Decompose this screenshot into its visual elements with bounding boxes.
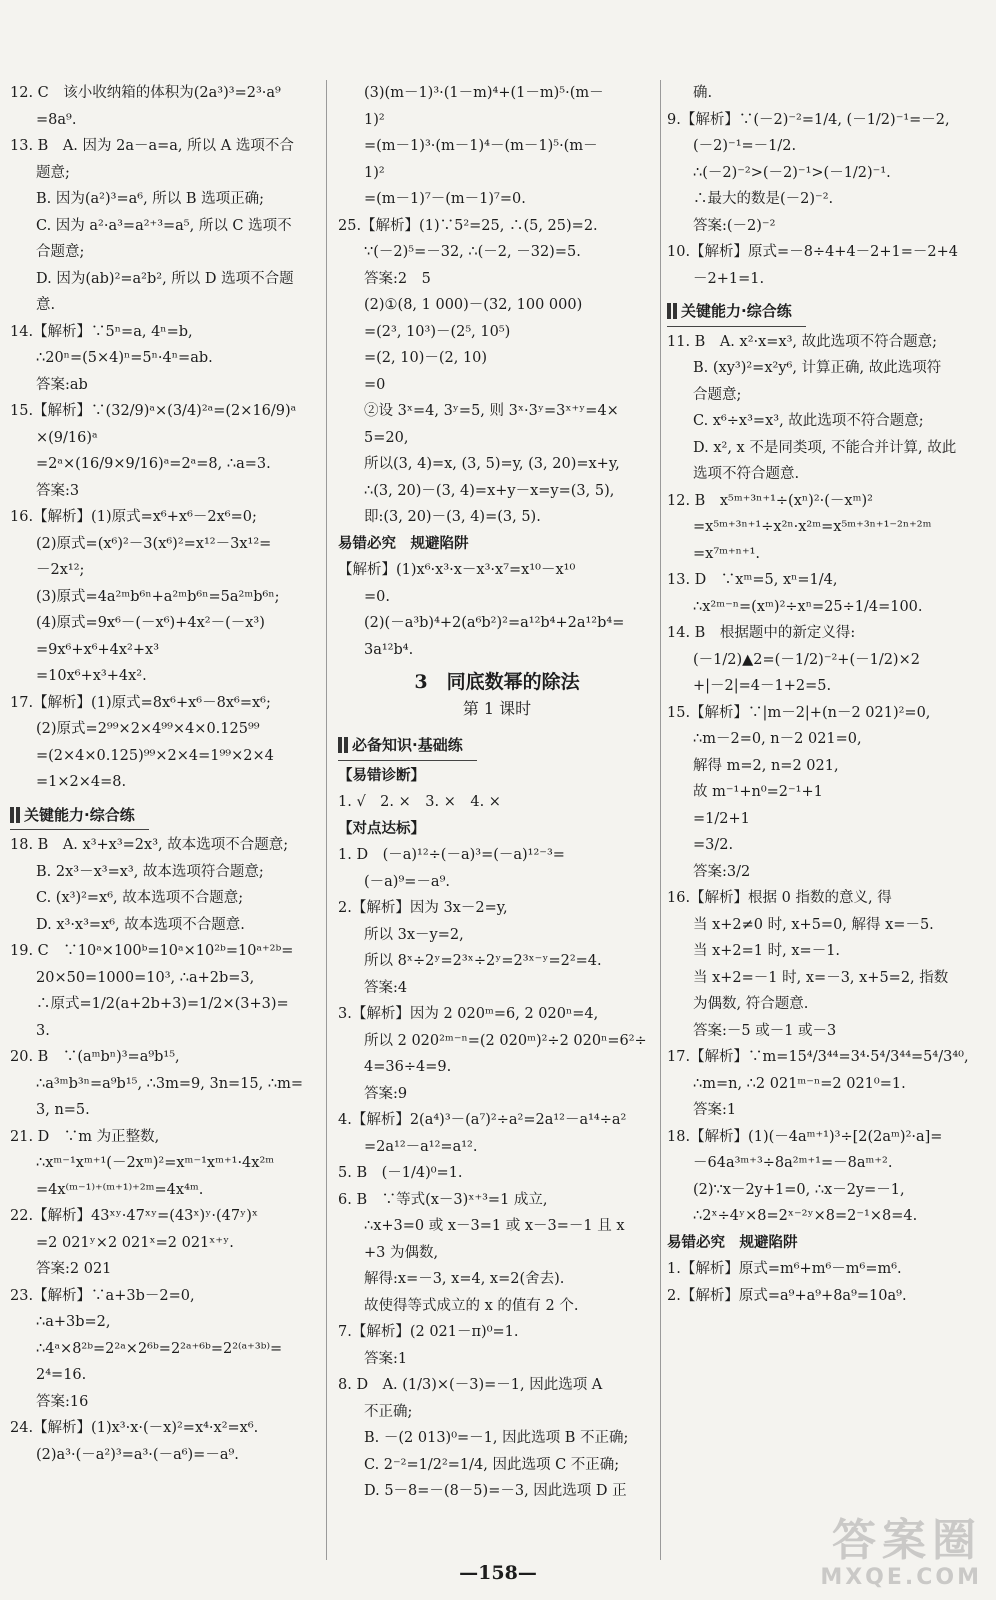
page-number: —158— <box>459 1562 537 1584</box>
subsection-label: 【对点达标】 <box>338 819 425 837</box>
answer-line: 答案:9 <box>364 1085 408 1102</box>
answer-line: ∴x²ᵐ⁻ⁿ=(xᵐ)²÷xⁿ=25÷1/4=100. <box>693 598 923 615</box>
answer-line: 题意; <box>36 164 70 181</box>
answer-line: =8a⁹. <box>36 111 77 128</box>
answer-line: 答案:2 021 <box>36 1261 112 1277</box>
subsection-label: 易错必究 规避陷阱 <box>338 534 469 552</box>
answer-line: 答案:1 <box>364 1350 408 1367</box>
answer-line: 不正确; <box>364 1403 413 1420</box>
column-middle <box>338 80 656 1570</box>
answer-line: 确. <box>693 85 713 101</box>
section-heading-wrap <box>10 796 322 833</box>
answer-line: 17.【解析】(1)原式=8x⁶+x⁶－8x⁶=x⁶; <box>10 694 271 711</box>
subsection-label: 【易错诊断】 <box>338 766 425 784</box>
column-divider <box>326 80 327 1560</box>
answer-line: B. 因为(a²)³=a⁶, 所以 B 选项正确; <box>36 191 265 207</box>
answer-line: 23.【解析】∵a+3b－2=0, <box>10 1287 195 1304</box>
answer-line: 当 x+2=1 时, x=－1. <box>693 943 841 959</box>
answer-line: =2ᵃ×(16/9×9/16)ᵃ=2ᵃ=8, ∴a=3. <box>36 456 271 472</box>
column-left <box>10 80 322 1570</box>
answer-line: (3)原式=4a²ᵐb⁶ⁿ+a²ᵐb⁶ⁿ=5a²ᵐb⁶ⁿ; <box>36 588 280 605</box>
answer-line: C. 2⁻²=1/2²=1/4, 因此选项 C 不正确; <box>364 1456 620 1473</box>
section-heading-wrap <box>667 292 989 329</box>
answer-line: =x⁵ᵐ⁺³ⁿ⁺¹÷x²ⁿ·x²ᵐ=x⁵ᵐ⁺³ⁿ⁺¹⁻²ⁿ⁺²ᵐ <box>693 519 932 535</box>
answer-line: =0. <box>364 588 390 605</box>
answer-line: 解得:x=－3, x=4, x=2(舍去). <box>364 1271 565 1287</box>
answer-line: =2 021ʸ×2 021ˣ=2 021ˣ⁺ʸ. <box>36 1234 234 1251</box>
answer-line: 1. √ 2. × 3. × 4. × <box>338 794 501 810</box>
watermark-url: MXQE.COM <box>820 1565 982 1590</box>
answer-line: 3. <box>36 1022 50 1039</box>
answer-line: 4=36÷4=9. <box>364 1059 452 1075</box>
answer-line: 6. B ∵等式(x－3)ˣ⁺³=1 成立, <box>338 1191 548 1208</box>
answer-line: 2.【解析】因为 3x－2=y, <box>338 900 508 916</box>
answer-line: C. 因为 a²·a³=a²⁺³=a⁵, 所以 C 选项不 <box>36 217 292 234</box>
answer-line: D. x², x 不是同类项, 不能合并计算, 故此 <box>693 439 957 456</box>
answer-line: 1.【解析】原式=m⁶+m⁶－m⁶=m⁶. <box>667 1261 902 1277</box>
answer-line: 答案:(－2)⁻² <box>693 217 776 234</box>
answer-line: 故使得等式成立的 x 的值有 2 个. <box>364 1297 579 1314</box>
answer-line: 【解析】(1)x⁶·x³·x－x³·x⁷=x¹⁰－x¹⁰ <box>338 562 576 578</box>
answer-line: =x⁷ᵐ⁺ⁿ⁺¹. <box>693 545 761 562</box>
answer-line: =9x⁶+x⁶+4x²+x³ <box>36 641 160 658</box>
answer-line: 所以(3, 4)=x, (3, 5)=y, (3, 20)=x+y, <box>364 456 620 472</box>
answer-line: －2x¹²; <box>36 562 85 578</box>
answer-line: 所以 2 020²ᵐ⁻ⁿ=(2 020ᵐ)²÷2 020ⁿ=6²÷ <box>364 1032 647 1049</box>
answer-line: 19. C ∵10ᵃ×100ᵇ=10ᵃ×10²ᵇ=10ᵃ⁺²ᵇ= <box>10 943 294 959</box>
answer-line: ∴m－2=0, n－2 021=0, <box>693 731 862 747</box>
answer-line: (4)原式=9x⁶－(－x⁶)+4x²－(－x³) <box>36 615 265 631</box>
answer-line: =(2³, 10³)－(2⁵, 10⁵) <box>364 323 511 340</box>
answer-line: =(m－1)⁷－(m－1)⁷=0. <box>364 191 526 207</box>
answer-line: D. 5－8=－(8－5)=－3, 因此选项 D 正 <box>364 1483 627 1499</box>
answer-line: (2)a³·(－a²)³=a³·(－a⁶)=－a⁹. <box>36 1446 239 1463</box>
subsection-label: 易错必究 规避陷阱 <box>667 1233 798 1251</box>
answer-line: 7.【解析】(2 021－π)⁰=1. <box>338 1324 519 1340</box>
answer-line: =3/2. <box>693 837 734 853</box>
watermark-logo-text: 答案圈 <box>832 1515 982 1566</box>
answer-line: ∴最大的数是(－2)⁻². <box>693 191 834 207</box>
answer-line: D. x³·x³=x⁶, 故本选项不合题意. <box>36 916 245 933</box>
answer-line: ∴20ⁿ=(5×4)ⁿ=5ⁿ·4ⁿ=ab. <box>36 350 213 366</box>
answer-line: C. x⁶÷x³=x³, 故此选项不符合题意; <box>693 413 924 429</box>
chapter-title: 3 同底数幂的除法 <box>414 671 580 693</box>
answer-line: 解得 m=2, n=2 021, <box>693 757 839 774</box>
answer-line: ∴x+3=0 或 x－3=1 或 x－3=－1 且 x <box>364 1218 625 1234</box>
section-heading-wrap <box>338 726 656 763</box>
answer-line: 为偶数, 符合题意. <box>693 996 809 1012</box>
answer-line: ∴(3, 20)－(3, 4)=x+y－x=y=(3, 5), <box>364 482 615 499</box>
answer-line: 11. B A. x²·x=x³, 故此选项不符合题意; <box>667 333 938 350</box>
answer-line: 16.【解析】(1)原式=x⁶+x⁶－2x⁶=0; <box>10 509 257 525</box>
answer-line: 5=20, <box>364 429 409 446</box>
answer-line: =(2×4×0.125)⁹⁹×2×4=1⁹⁹×2×4 <box>36 747 274 764</box>
section-heading: 关键能力·综合练 <box>667 298 806 325</box>
answer-line: +3 为偶数, <box>364 1244 439 1261</box>
answer-line: (－2)⁻¹=－1/2. <box>693 138 797 154</box>
answer-line: =4x⁽ᵐ⁻¹⁾⁺⁽ᵐ⁺¹⁾⁺²ᵐ=4x⁴ᵐ. <box>36 1181 204 1198</box>
answer-line: +|－2|=4－1+2=5. <box>693 678 832 694</box>
answer-line: 故 m⁻¹+n⁰=2⁻¹+1 <box>693 784 823 800</box>
answer-line: ∵(－2)⁵=－32, ∴(－2, －32)=5. <box>364 244 581 260</box>
answer-line: 答案:3/2 <box>693 863 751 880</box>
answer-line: 即:(3, 20)－(3, 4)=(3, 5). <box>364 509 541 525</box>
answer-line: =1/2+1 <box>693 810 750 827</box>
answer-line: (－1/2)▲2=(－1/2)⁻²+(－1/2)×2 <box>693 651 920 668</box>
answer-line: 合题意; <box>693 386 742 403</box>
answer-line: 当 x+2=－1 时, x=－3, x+5=2, 指数 <box>693 969 949 986</box>
answer-line: 18.【解析】(1)(－4aᵐ⁺¹)³÷[2(2aᵐ)²·a]= <box>667 1128 943 1145</box>
answer-line: 21. D ∵m 为正整数, <box>10 1128 160 1145</box>
answer-line: 3.【解析】因为 2 020ᵐ=6, 2 020ⁿ=4, <box>338 1006 599 1022</box>
answer-line: 9.【解析】∵(－2)⁻²=1/4, (－1/2)⁻¹=－2, <box>667 111 950 128</box>
answer-line: 10.【解析】原式=－8÷4+4－2+1=－2+4 <box>667 244 959 260</box>
answer-line: 当 x+2≠0 时, x+5=0, 解得 x=－5. <box>693 916 934 933</box>
answer-line: (－a)⁹=－a⁹. <box>364 873 450 890</box>
answer-line: ∴a³ᵐb³ⁿ=a⁹b¹⁵, ∴3m=9, 3n=15, ∴m= <box>36 1075 303 1092</box>
answer-line: 13. B A. 因为 2a－a=a, 所以 A 选项不合 <box>10 138 294 154</box>
answer-line: 答案:1 <box>693 1102 737 1118</box>
answer-line: ×(9/16)ᵃ <box>36 429 98 446</box>
answer-line: D. 因为(ab)²=a²b², 所以 D 选项不合题 <box>36 270 294 287</box>
answer-line: 答案:ab <box>36 376 88 393</box>
answer-line: =(m－1)³·(m－1)⁴－(m－1)⁵·(m－ <box>364 138 598 154</box>
column-divider <box>660 80 661 1560</box>
watermark <box>820 1517 982 1590</box>
answer-line: B. －(2 013)⁰=－1, 因此选项 B 不正确; <box>364 1430 629 1446</box>
answer-line: (2)原式=2⁹⁹×2×4⁹⁹×4×0.125⁹⁹ <box>36 721 260 737</box>
answer-line: B. 2x³－x³=x³, 故本选项符合题意; <box>36 863 264 880</box>
answer-line: 20. B ∵(aᵐbⁿ)³=a⁹b¹⁵, <box>10 1049 180 1065</box>
answer-line: 18. B A. x³+x³=2x³, 故本选项不合题意; <box>10 837 289 853</box>
answer-line: 答案:－5 或－1 或－3 <box>693 1022 837 1039</box>
answer-line: 答案:4 <box>364 979 408 996</box>
answer-line: 14. B 根据题中的新定义得: <box>667 625 856 641</box>
answer-line: 16.【解析】根据 0 指数的意义, 得 <box>667 890 892 906</box>
answer-line: 答案:3 <box>36 482 80 499</box>
answer-line: 12. C 该小收纳箱的体积为(2a³)³=2³·a⁹ <box>10 85 281 101</box>
answer-line: 3a¹²b⁴. <box>364 641 414 658</box>
answer-line: 2.【解析】原式=a⁹+a⁹+8a⁹=10a⁹. <box>667 1287 907 1304</box>
answer-line: =2a¹²－a¹²=a¹². <box>364 1138 478 1155</box>
answer-line: (2)(－a³b)⁴+2(a⁶b²)²=a¹²b⁴+2a¹²b⁴= <box>364 615 625 631</box>
answer-line: (3)(m－1)³·(1－m)⁴+(1－m)⁵·(m－ <box>364 85 604 101</box>
answer-line: 合题意; <box>36 244 85 260</box>
answer-line: 25.【解析】(1)∵5²=25, ∴(5, 25)=2. <box>338 217 598 234</box>
answer-line: 所以 8ˣ÷2ʸ=2³ˣ÷2ʸ=2³ˣ⁻ʸ=2²=4. <box>364 953 602 969</box>
answer-line: ∴原式=1/2(a+2b+3)=1/2×(3+3)= <box>36 996 289 1012</box>
answer-line: 12. B x⁵ᵐ⁺³ⁿ⁺¹÷(xⁿ)²·(－xᵐ)² <box>667 492 873 509</box>
answer-line: 4.【解析】2(a⁴)³－(a⁷)²÷a²=2a¹²－a¹⁴÷a² <box>338 1112 627 1128</box>
answer-line: 5. B (－1/4)⁰=1. <box>338 1165 463 1181</box>
answer-line: ∴2ˣ÷4ʸ×8=2ˣ⁻²ʸ×8=2⁻¹×8=4. <box>693 1208 918 1224</box>
answer-line: 1)² <box>364 111 385 128</box>
answer-line: ∴(－2)⁻²>(－2)⁻¹>(－1/2)⁻¹. <box>693 164 891 181</box>
answer-line: 8. D A. (1/3)×(－3)=－1, 因此选项 A <box>338 1377 603 1393</box>
answer-line: ∴m=n, ∴2 021ᵐ⁻ⁿ=2 021⁰=1. <box>693 1075 906 1092</box>
column-right <box>667 80 989 1570</box>
answer-line: ②设 3ˣ=4, 3ʸ=5, 则 3ˣ·3ʸ=3ˣ⁺ʸ=4× <box>364 403 619 419</box>
answer-line: 20×50=1000=10³, ∴a+2b=3, <box>36 969 255 986</box>
answer-line: =(2, 10)－(2, 10) <box>364 350 488 366</box>
answer-line: =10x⁶+x³+4x². <box>36 668 147 684</box>
answer-line: (2)原式=(x⁶)²－3(x⁶)²=x¹²－3x¹²= <box>36 535 272 552</box>
answer-line: 24.【解析】(1)x³·x·(－x)²=x⁴·x²=x⁶. <box>10 1420 259 1436</box>
answer-line: ∴a+3b=2, <box>36 1314 111 1330</box>
answer-line: 13. D ∵xᵐ=5, xⁿ=1/4, <box>667 572 838 588</box>
answer-line: C. (x³)²=x⁶, 故本选项不合题意; <box>36 890 244 906</box>
answer-line: 15.【解析】∵(32/9)ᵃ×(3/4)²ᵃ=(2×16/9)ᵃ <box>10 403 297 419</box>
answer-line: 22.【解析】43ˣʸ·47ˣʸ=(43ˣ)ʸ·(47ʸ)ˣ <box>10 1208 258 1224</box>
answer-line: －64a³ᵐ⁺³÷8a²ᵐ⁺¹=－8aᵐ⁺². <box>693 1155 893 1171</box>
answer-line: 选项不符合题意. <box>693 466 800 482</box>
answer-line: 答案:2 5 <box>364 270 431 287</box>
answer-line: －2+1=1. <box>693 270 765 287</box>
answer-line: 所以 3x－y=2, <box>364 926 464 943</box>
section-heading: 必备知识·基础练 <box>338 732 477 759</box>
answer-line: 17.【解析】∵m=15⁴/3⁴⁴=3⁴·5⁴/3⁴⁴=5⁴/3⁴⁰, <box>667 1049 969 1065</box>
answer-line: 1)² <box>364 164 385 181</box>
answer-line: 3, n=5. <box>36 1102 90 1118</box>
answer-line: 15.【解析】∵|m－2|+(n－2 021)²=0, <box>667 704 931 721</box>
answer-line: (2)∵x－2y+1=0, ∴x－2y=－1, <box>693 1181 905 1198</box>
section-heading: 关键能力·综合练 <box>10 802 149 829</box>
answer-line: 意. <box>36 297 56 313</box>
answer-line: =0 <box>364 376 386 393</box>
answer-line: 14.【解析】∵5ⁿ=a, 4ⁿ=b, <box>10 323 193 340</box>
answer-line: (2)①(8, 1 000)－(32, 100 000) <box>364 297 583 313</box>
answer-line: ∴4ᵃ×8²ᵇ=2²ᵃ×2⁶ᵇ=2²ᵃ⁺⁶ᵇ=2²⁽ᵃ⁺³ᵇ⁾= <box>36 1340 283 1357</box>
answer-line: 答案:16 <box>36 1393 89 1410</box>
answer-line: B. (xy³)²=x²y⁶, 计算正确, 故此选项符 <box>693 360 942 376</box>
lesson-subtitle: 第 1 课时 <box>462 698 532 718</box>
answer-line: =1×2×4=8. <box>36 774 127 790</box>
answer-line: 2⁴=16. <box>36 1367 87 1383</box>
answer-line: 1. D (－a)¹²÷(－a)³=(－a)¹²⁻³= <box>338 847 565 863</box>
answer-line: ∴xᵐ⁻¹xᵐ⁺¹(－2xᵐ)²=xᵐ⁻¹xᵐ⁺¹·4x²ᵐ <box>36 1155 275 1171</box>
